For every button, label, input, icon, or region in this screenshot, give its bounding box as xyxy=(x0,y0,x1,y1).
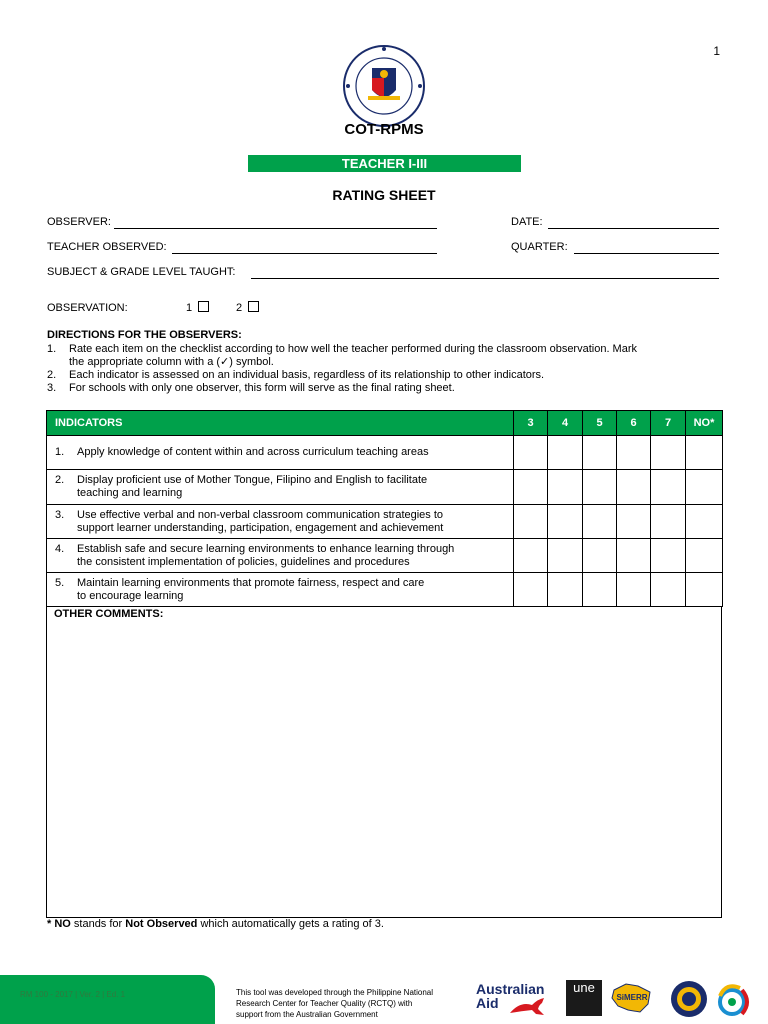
rating-cell[interactable] xyxy=(686,573,723,607)
table-row xyxy=(47,505,723,539)
rating-cell[interactable] xyxy=(651,436,686,470)
indicator-number: 1. xyxy=(55,446,65,458)
direction-line: Each indicator is assessed on an individual basis, regardless of its relationship to other indicators. xyxy=(69,369,545,381)
footer-document-code: RM 100 - 2017 | Ver. 2 | Ed. 1 xyxy=(20,990,126,999)
australian-aid-line2: Aid xyxy=(476,995,499,1011)
other-comments-box[interactable] xyxy=(46,607,722,918)
date-label: DATE: xyxy=(511,216,543,228)
rating-cell[interactable] xyxy=(548,436,583,470)
rating-column-header: 4 xyxy=(548,411,583,436)
rating-cell[interactable] xyxy=(617,505,651,539)
rating-column-header: 6 xyxy=(617,411,651,436)
rating-cell[interactable] xyxy=(651,470,686,505)
rating-cell[interactable] xyxy=(617,539,651,573)
footer-credit-text xyxy=(236,987,466,1020)
indicator-line: teaching and learning xyxy=(77,487,183,499)
subject-field[interactable] xyxy=(251,266,719,279)
rating-column-header: 5 xyxy=(583,411,617,436)
indicator-line: Maintain learning environments that promote fairness, respect and care xyxy=(77,576,425,589)
rating-cell[interactable] xyxy=(651,539,686,573)
table-header-row xyxy=(47,411,723,436)
australian-aid-line1: Australian xyxy=(476,981,545,997)
rating-cell[interactable] xyxy=(583,573,617,607)
rating-cell[interactable] xyxy=(651,573,686,607)
teacher-observed-label: TEACHER OBSERVED: xyxy=(47,241,167,253)
kangaroo-icon xyxy=(506,995,548,1017)
rating-cell[interactable] xyxy=(514,436,548,470)
observation-2-label: 2 xyxy=(236,302,243,314)
directions-list xyxy=(47,343,687,395)
footer-line: Research Center for Teacher Quality (RCTQ) with xyxy=(236,999,413,1008)
table-row xyxy=(47,539,723,573)
indicator-text xyxy=(77,577,424,603)
indicator-cell xyxy=(47,573,514,607)
footnote-text-end: which automatically gets a rating of 3. xyxy=(197,918,384,930)
swirl-logo xyxy=(712,980,752,1020)
subject-label: SUBJECT & GRADE LEVEL TAUGHT: xyxy=(47,266,236,278)
footer-line: This tool was developed through the Philippine National xyxy=(236,988,434,997)
indicator-number: 2. xyxy=(55,474,65,486)
observation-option-2[interactable] xyxy=(236,301,259,314)
observation-option-1[interactable] xyxy=(186,301,209,314)
table-row xyxy=(47,436,723,470)
indicator-cell xyxy=(47,436,514,470)
direction-text xyxy=(69,343,637,369)
indicator-number: 4. xyxy=(55,542,65,555)
rating-cell[interactable] xyxy=(686,470,723,505)
indicator-text xyxy=(77,474,427,500)
table-row xyxy=(47,573,723,607)
indicator-line: Establish safe and secure learning environments to enhance learning through xyxy=(77,542,455,555)
rating-cell[interactable] xyxy=(617,573,651,607)
simerr-logo xyxy=(608,980,656,1016)
observation-label: OBSERVATION: xyxy=(47,302,128,314)
indicator-content xyxy=(55,577,507,603)
direction-number: 2. xyxy=(47,369,57,381)
indicator-line: Display proficient use of Mother Tongue, Filipino and English to facilitate xyxy=(77,474,428,486)
observation-1-label: 1 xyxy=(186,302,193,314)
not-observed-column-header: NO* xyxy=(686,411,723,436)
indicator-number: 5. xyxy=(55,576,65,589)
rating-cell[interactable] xyxy=(583,505,617,539)
une-logo-text: une xyxy=(573,980,595,995)
rating-column-header: 3 xyxy=(514,411,548,436)
indicator-content xyxy=(55,474,507,500)
direction-line: the appropriate column with a (✓) symbol. xyxy=(69,356,274,368)
footer-green-bar xyxy=(0,975,215,1024)
indicators-header: INDICATORS xyxy=(47,411,514,436)
rating-cell[interactable] xyxy=(583,470,617,505)
rating-column-header: 7 xyxy=(651,411,686,436)
indicator-text xyxy=(77,543,454,569)
direction-number: 1. xyxy=(47,343,57,355)
rating-cell[interactable] xyxy=(514,505,548,539)
university-seal-logo xyxy=(670,980,708,1018)
quarter-label: QUARTER: xyxy=(511,241,568,253)
rating-cell[interactable] xyxy=(617,470,651,505)
indicator-cell xyxy=(47,505,514,539)
observation-1-checkbox[interactable] xyxy=(198,301,209,312)
rating-cell[interactable] xyxy=(583,539,617,573)
indicator-content xyxy=(55,543,507,569)
rating-cell[interactable] xyxy=(617,436,651,470)
rating-cell[interactable] xyxy=(548,470,583,505)
footnote-no: * NO xyxy=(47,918,71,930)
teacher-observed-field[interactable] xyxy=(172,241,437,254)
date-field[interactable] xyxy=(548,216,719,229)
direction-item xyxy=(47,369,687,382)
indicator-cell xyxy=(47,539,514,573)
indicator-line: support learner understanding, participation, engagement and achievement xyxy=(77,521,444,534)
indicator-number: 3. xyxy=(55,508,65,521)
indicator-line: Use effective verbal and non-verbal classroom communication strategies to xyxy=(77,508,444,521)
footnote xyxy=(47,918,384,930)
indicator-cell xyxy=(47,470,514,505)
direction-line: For schools with only one observer, this form will serve as the final rating sheet. xyxy=(69,382,455,394)
direction-line: Rate each item on the checklist according to how well the teacher performed during the classroom observation. Mark xyxy=(69,343,638,355)
form-title: COT-RPMS xyxy=(344,121,424,138)
indicators-table xyxy=(46,410,723,607)
rating-cell[interactable] xyxy=(548,573,583,607)
rating-cell[interactable] xyxy=(651,505,686,539)
rating-cell[interactable] xyxy=(548,539,583,573)
rating-cell[interactable] xyxy=(514,573,548,607)
indicator-text xyxy=(77,446,429,459)
observer-label: OBSERVER: xyxy=(47,216,111,228)
quarter-field[interactable] xyxy=(574,241,719,254)
direction-item xyxy=(47,382,687,395)
rating-cell[interactable] xyxy=(686,539,723,573)
directions-heading: DIRECTIONS FOR THE OBSERVERS: xyxy=(47,329,242,341)
rating-cell[interactable] xyxy=(686,505,723,539)
indicator-line: to encourage learning xyxy=(77,589,184,602)
indicator-text xyxy=(77,509,443,535)
rating-sheet-title: RATING SHEET xyxy=(332,187,436,203)
teacher-band: TEACHER I-III xyxy=(248,155,521,172)
observation-2-checkbox[interactable] xyxy=(248,301,259,312)
indicator-line: Apply knowledge of content within and across curriculum teaching areas xyxy=(77,446,429,458)
une-logo xyxy=(566,980,602,1016)
other-comments-label: OTHER COMMENTS: xyxy=(54,608,164,620)
indicator-line: the consistent implementation of policies, guidelines and procedures xyxy=(77,555,410,568)
rating-cell[interactable] xyxy=(514,539,548,573)
simerr-logo-text: SiMERR xyxy=(616,993,648,1002)
footnote-text: stands for xyxy=(70,918,126,930)
direction-number: 3. xyxy=(47,382,57,394)
rating-cell[interactable] xyxy=(548,505,583,539)
rating-cell[interactable] xyxy=(583,436,617,470)
direction-item xyxy=(47,343,687,369)
footnote-not-observed: Not Observed xyxy=(125,918,198,930)
table-row xyxy=(47,470,723,505)
deped-seal-logo xyxy=(342,44,426,128)
observer-field[interactable] xyxy=(114,216,437,229)
rating-cell[interactable] xyxy=(514,470,548,505)
indicator-content xyxy=(55,446,507,459)
indicator-content xyxy=(55,509,507,535)
page-number: 1 xyxy=(713,44,720,58)
rating-cell[interactable] xyxy=(686,436,723,470)
footer-line: support from the Australian Government xyxy=(236,1010,378,1019)
